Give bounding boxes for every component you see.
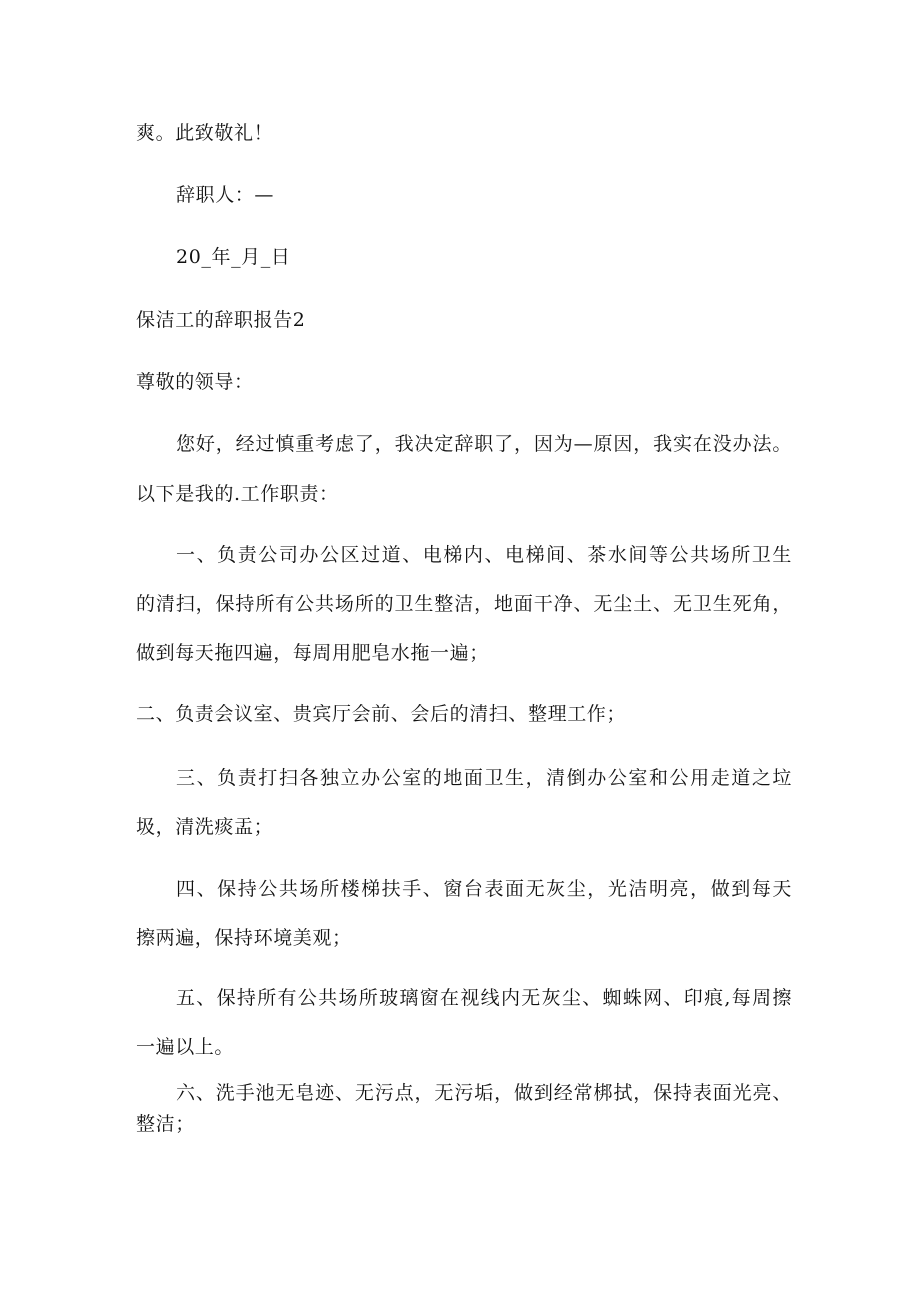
signature-line: 辞职人：— (176, 184, 275, 206)
duty-3-line: 圾，清洗痰盂； (136, 816, 274, 838)
body-paragraph-line: 以下是我的.工作职责： (136, 483, 339, 505)
duty-5-line: 一遍以上。 (136, 1036, 235, 1058)
section-title: 保洁工的辞职报告2 (136, 309, 306, 331)
duty-5-line: 五、保持所有公共场所玻璃窗在视线内无灰尘、蜘蛛网、印痕,每周擦 (176, 987, 792, 1009)
duty-4-line: 四、保持公共场所楼梯扶手、窗台表面无灰尘，光洁明亮，做到每天 (176, 878, 792, 900)
closing-line: 爽。此致敬礼！ (136, 122, 274, 144)
duty-1-line: 一、负责公司办公区过道、电梯内、电梯间、茶水间等公共场所卫生 (176, 544, 792, 566)
body-paragraph-line: 您好，经过慎重考虑了，我决定辞职了，因为—原因，我实在没办法。 (176, 433, 792, 455)
duty-2-line: 二、负责会议室、贵宾厅会前、会后的清扫、整理工作； (136, 703, 627, 725)
duty-4-line: 擦两遍，保持环境美观； (136, 927, 352, 949)
duty-1-line: 做到每天拖四遍，每周用肥皂水拖一遍； (136, 642, 489, 664)
duty-6-line: 六、洗手池无皂迹、无污点，无污垢，做到经常梆拭，保持表面光亮、 (176, 1082, 792, 1104)
salutation: 尊敬的领导： (136, 371, 254, 393)
duty-6-line: 整洁； (136, 1113, 195, 1135)
duty-3-line: 三、负责打扫各独立办公室的地面卫生，清倒办公室和公用走道之垃 (176, 767, 792, 789)
duty-1-line: 的清扫，保持所有公共场所的卫生整洁，地面干净、无尘土、无卫生死角， (136, 593, 792, 615)
date-line: 20_年_月_日 (176, 246, 291, 268)
